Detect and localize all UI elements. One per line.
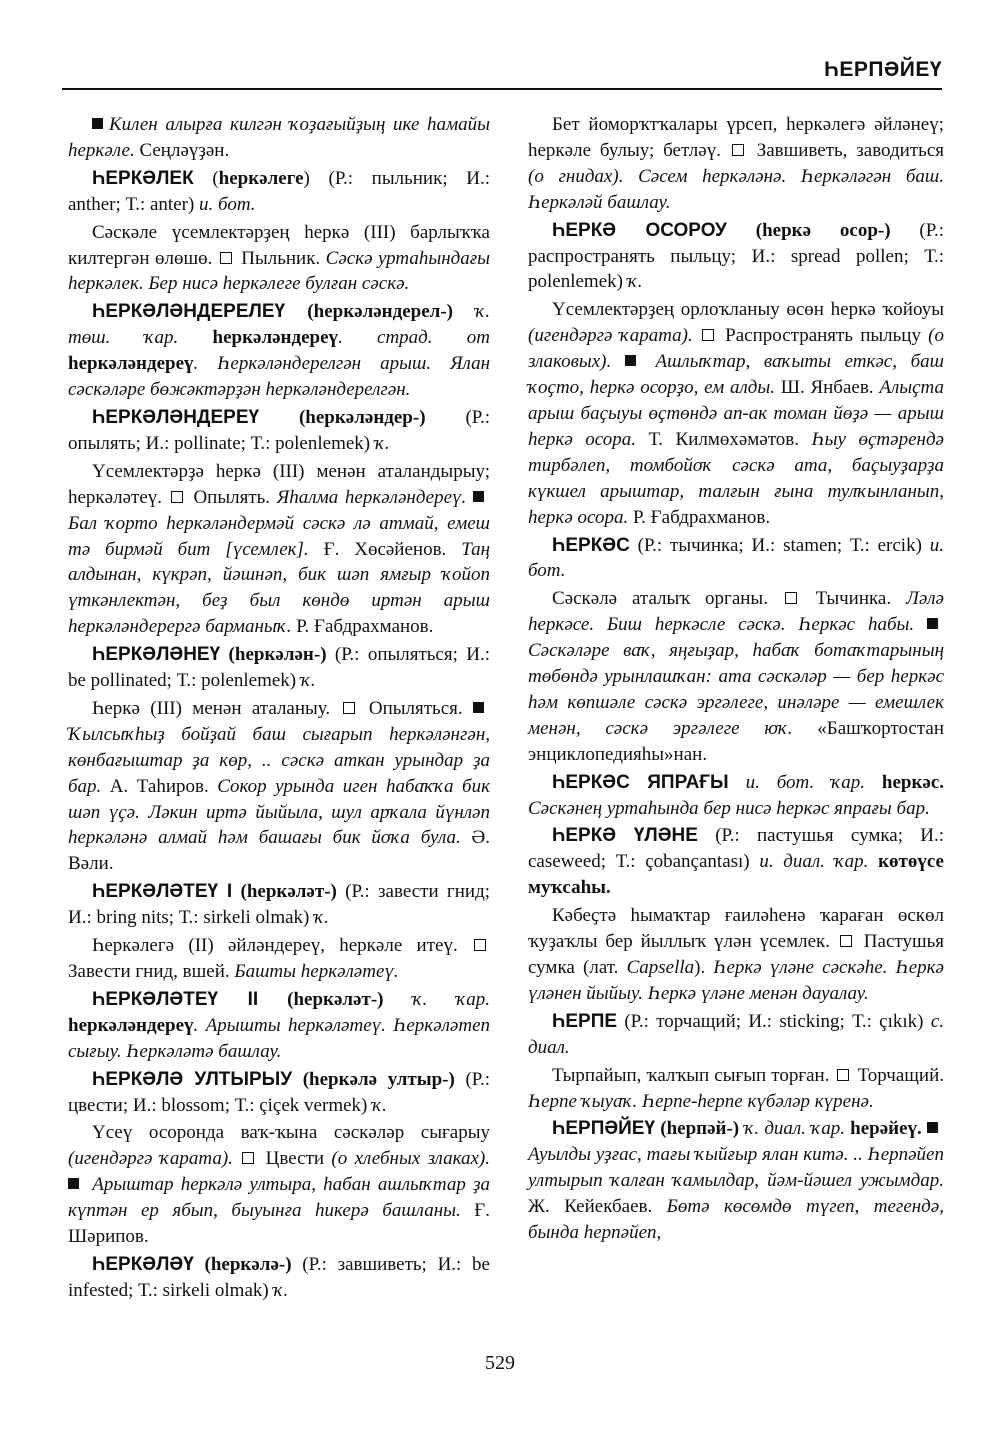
dictionary-entry [68, 1067, 490, 1119]
text-run: Үсеү осоронда ваҡ-ҡына сәскәләр сығарыу [92, 1122, 490, 1144]
text-run: һеркәлеге [218, 167, 304, 189]
text-run: Capsella [626, 957, 695, 978]
translation-marker-icon [220, 252, 232, 264]
translation-marker-icon [840, 935, 852, 947]
text-run: Һеркәлегә (II) әйләндереү, һеркәле итеү. [92, 935, 458, 957]
text-run: Завести гнид, вшей. [68, 961, 235, 982]
headword: ҺЕРПЕ [552, 1010, 618, 1032]
text-run: (о хлебных злаках). [331, 1148, 490, 1170]
text-run: Һеркә (III) менән аталаныу. [92, 697, 331, 719]
text-run: Һерпе ҡыуаҡ. Һерпе-һерпе күбәләр күренә. [528, 1090, 874, 1112]
dictionary-entry [68, 987, 490, 1065]
translation-marker-icon [837, 1069, 849, 1081]
example-marker-icon [473, 491, 484, 502]
text-run: «Башҡортостан энциклопедияһы»нан. [528, 717, 944, 765]
text-run: Бал ҡорто һеркәләндермәй сәскә лә атмай, емеш тә бирмәй бит [үсемлек]. [68, 512, 490, 560]
headword: ҺЕРКӘ ОСОРОУ [552, 219, 727, 241]
entry-definition [528, 112, 944, 216]
text-run: Опылять. [186, 486, 277, 508]
entry-definition [68, 220, 490, 298]
dictionary-entry [528, 823, 944, 901]
translation-marker-icon [702, 329, 714, 341]
text-run: Завшиветь, заводиться [747, 139, 944, 161]
text-run: ҡ. [273, 1279, 289, 1301]
text-run: Ғ. Шәрипов. [68, 1200, 490, 1248]
text-run: ҡ. [374, 432, 390, 454]
text-run: Сәскәле үсемлектәрҙең һеркә (III) барлыҡҡа килтергән өлөшө. [68, 221, 490, 269]
text-run: Үсемлектәрҙә һеркә (III) менән аталандырыу; һеркәләтеү. [68, 460, 490, 508]
text-run: . Һеркәләндерелгән арыш. Ялан сәскәләре бөжәктәрҙән һеркәләндерелгән. [68, 353, 490, 401]
entry-definition [68, 1120, 490, 1250]
text-run: Р. Ғабдрахманов. [291, 616, 434, 638]
text-run: (игендәргә ҡарата). [528, 325, 693, 347]
text-run: Кәбеҫтә һымаҡтар ғаиләһенә ҡараған өскөл ҡуҙаҡлы бер йыллыҡ үлән үсемлек. [528, 905, 944, 953]
text-run: (Р.: опылять; И.: pollinate; Т.: polenlemek) [68, 406, 490, 454]
text-run: (Р.: распространять пыльцу; И.: spread pollen; Т.: polenlemek) [528, 219, 944, 293]
text-run: ҡ. [300, 670, 316, 692]
text-run: Сәскәнең уртаһында бер нисә һеркәс япрағы бар. [528, 797, 930, 819]
text-run: ҡ. [372, 1094, 387, 1116]
text-run: Бөтә көсөмдө түгеп, тегендә, бында һерпәйеп, [528, 1196, 944, 1244]
example-marker-icon [68, 1178, 79, 1189]
headword: ҺЕРКӘС ЯПРАҒЫ [552, 771, 729, 793]
text-run: (Р.: завшиветь; И.: be infested; Т.: sirkeli olmak) [68, 1253, 490, 1301]
text-run: (Р.: торчащий; И.: sticking; Т.: çıkık) [617, 1010, 931, 1032]
text-run: Сеңләүҙән. [134, 139, 230, 161]
headword: ҺЕРКӘЛӘНЕҮ [92, 644, 221, 666]
text-run: (Р.: пастушья сумка; И.: caseweed; Т.: çobançantası) [528, 825, 944, 873]
text-run: Сокор урында иген һабаҡҡа бик шәп үҫә. Ләкин иртә йыйыла, шул арҡала йүнләп һеркәләнә алмай һәм башағы бик йоҡа була. [68, 775, 490, 849]
entry-definition [68, 459, 490, 640]
dictionary-entry [528, 218, 944, 296]
text-run: . страд. от [338, 327, 490, 349]
entry-definition [528, 297, 944, 530]
headword: ҺЕРКӘС [552, 534, 630, 556]
headword: ҺЕРКӘЛЕК [92, 167, 194, 189]
example-marker-icon [625, 355, 636, 366]
text-run: Һыу өҫтәрендә тирбәлеп, томбойоҡ сәскә ата, баҫыуҙарҙа күкшел арыштар, талғын ғына тулҡынланып, һеркә осора. [528, 428, 944, 528]
example-marker-icon [473, 702, 484, 713]
text-run: . Арышты һеркәләтеү. Һеркәләтеп сығыу. Һеркәләтә башлау. [68, 1014, 490, 1062]
text-run: Р. Ғабдрахманов. [628, 506, 771, 528]
text-run: ( [193, 167, 219, 189]
text-run: Торчащий. [852, 1064, 944, 1086]
translation-marker-icon [343, 702, 355, 714]
dictionary-entry [68, 299, 490, 403]
example-marker-icon [927, 618, 938, 629]
entry-definition [68, 696, 490, 877]
entry-definition [528, 1063, 944, 1115]
dictionary-entry [68, 1252, 490, 1304]
text-run: Таң алдынан, күкрәп, йәшнәп, бик шәп ямғыр ҡойоп үткәнлектән, беҙ был көндө иртән арыш һеркәләндерергә барманыҡ. [68, 538, 491, 638]
headword: ҺЕРПӘЙЕҮ [552, 1118, 656, 1140]
entry-definition [68, 933, 490, 985]
left-column [68, 112, 490, 1306]
text-run: һеркәләндереү [212, 327, 339, 349]
entry-definition [528, 903, 944, 1007]
text-run: Пыльник. [235, 247, 326, 269]
text-run: (һеркәлә-) [193, 1253, 292, 1275]
text-run: и. бот. ҡар. [728, 771, 882, 793]
text-run: ). [694, 957, 714, 978]
headword: ҺЕРКӘЛӘ УЛТЫРЫУ [92, 1068, 293, 1090]
text-run: көтөүсе муҡсаһы. [528, 851, 944, 899]
headword: ҺЕРКӘЛӘТЕҮ I [92, 881, 233, 903]
dictionary-entry [68, 405, 490, 457]
text-run: (һеркәләндер-) [259, 406, 426, 428]
text-run: с. диал. [528, 1010, 944, 1058]
text-run: (Р.: тычинка; И.: stamen; Т.: ercik) [629, 534, 930, 556]
page-number: 529 [485, 1352, 515, 1374]
page-header [62, 54, 942, 90]
entry-definition [528, 586, 944, 767]
headword: ҺЕРКӘЛӘТЕҮ II [92, 988, 259, 1010]
text-run: Ғ. Хөсәйенов. [308, 538, 462, 560]
headword: ҺЕРКӘЛӘНДЕРЕҮ [92, 406, 260, 428]
text-run: (һеркә осор-) [726, 219, 891, 241]
text-run: (Р.: опыляться; И.: be pollinated; Т.: polenlemek) [68, 644, 491, 692]
text-run: Ә. Вәли. [68, 827, 490, 875]
dictionary-entry [68, 879, 490, 931]
text-run: Опыляться. [358, 697, 463, 719]
text-run: Пастушья сумка (лат. [528, 931, 944, 978]
dictionary-entry [528, 1116, 944, 1246]
text-run: Һеркә үләне сәскәһе. Һеркә үләнен йыйыу. Һеркә үләне менән дауалау. [528, 957, 944, 1004]
text-run: ҡ. [314, 907, 329, 929]
text-run: Алыҫта арыш баҫыуы өҫтөндә ап-ак томан йөҙә — арыш һеркә осора. [528, 377, 944, 450]
text-run: (һеркәлән-) [220, 644, 327, 666]
text-run: и. бот. [199, 193, 256, 215]
text-run: А. Таһиров. [101, 775, 218, 797]
text-run: (һеркәләт-) [258, 988, 384, 1010]
text-run: һеркәләндереү [68, 1014, 194, 1036]
text-run: ҡ. ҡар. [383, 988, 490, 1010]
headword: ҺЕРКӘЛӘҮ [92, 1253, 194, 1275]
text-run: һерәйеү. [850, 1118, 922, 1140]
translation-marker-icon [242, 1152, 254, 1164]
text-run: Ж. Кейекбаев. [528, 1196, 667, 1218]
text-run: ҡ. диал. ҡар. [739, 1118, 851, 1140]
text-run: (Р.: цвести; И.: blossom; Т.: çiçek vermek) [68, 1068, 490, 1116]
text-run: Тычинка. [800, 588, 906, 610]
translation-marker-icon [171, 491, 183, 503]
dictionary-entry [68, 642, 490, 694]
text-run: (о злаковых). [528, 325, 944, 373]
text-run: һеркәс. [881, 771, 945, 793]
text-run: Үсемлектәрҙең орлоҡланыу өсөн һеркә ҡойоуы [552, 299, 944, 321]
text-run: Ҡылсыҡһыҙ бойҙай баш сығарып һеркәләнгән, көнбағыштар ҙа көр, .. сәскә аткан урындар ҙа бар. [68, 723, 490, 797]
headword: ҺЕРКӘ ҮЛӘНЕ [552, 825, 698, 847]
text-run: Арыштар һеркәлә ултыра, һабан ашлыҡтар ҙа күптән ер ябып, быуынға һикерә башланы. [68, 1174, 490, 1222]
text-run: (һерпәй-) [655, 1118, 740, 1140]
text-run: (һеркәләндерел-) [285, 301, 453, 323]
text-run: Башты һеркәләтеү. [234, 961, 399, 982]
dictionary-entry [68, 166, 490, 218]
text-run: Ауылды уҙғас, тағы ҡыйғыр ялан китә. .. Һерпәйеп ултырып ҡалған ҡамылдар, йәм-йәшел ужымдар. [528, 1144, 944, 1192]
text-run: Ашлыҡтар, ваҡыты еткәс, баш ҡоҫто, һеркә осорҙо, ем алды. [528, 351, 944, 399]
text-run: Ш. Янбаев. [775, 377, 880, 399]
translation-marker-icon [474, 939, 486, 951]
text-run: (Р.: завести гнид; И.: bring nits; Т.: sirkeli olmak) [68, 881, 491, 929]
translation-marker-icon [785, 592, 797, 604]
text-run: Сәскәлә аталыҡ органы. [552, 588, 768, 610]
translation-marker-icon [732, 144, 744, 156]
dictionary-entry [528, 533, 944, 585]
text-run: Тырпайып, ҡалҡып сығып торған. [552, 1064, 830, 1086]
text-run: Сәскәләре ваҡ, яңғыҙар, һабаҡ ботаҡтарының төбөндә урынлашҡан: ата сәскәләр — бер һеркәс һәм көпшәле сәскә эргәлеге, инәләре — емешлек менән, сәскә эргәлеге юҡ. [528, 640, 944, 739]
text-run: һеркәләндереү [68, 353, 194, 375]
text-run: (игендәргә ҡарата). [68, 1148, 233, 1170]
headword: ҺЕРКӘЛӘНДЕРЕЛЕҮ [92, 301, 286, 323]
dictionary-entry [528, 770, 944, 822]
text-run: Распространять пыльцу [717, 325, 929, 347]
text-run: и. бот. [528, 534, 944, 582]
text-run: (һеркәләт-) [232, 881, 337, 903]
text-run: Яһалма һеркәләндереү. [276, 486, 467, 508]
text-run: ҡ. [627, 271, 643, 293]
text-run: Сәскә уртаһындағы һеркәлек. Бер нисә һеркәлеге булған сәскә. [68, 247, 491, 295]
text-run: Ләлә һеркәсе. Биш һеркәсле сәскә. Һеркәс һабы. [528, 588, 944, 636]
entry-continuation [68, 112, 490, 164]
text-run: ) (Р.: пыльник; И.: anther; Т.: anter) [68, 167, 490, 215]
text-run: (о гнидах). Сәсем һеркәләнә. Һеркәләгән баш. Һеркәләй башлау. [528, 165, 944, 213]
text-run: Бет йоморҡтҡалары үрсеп, һеркәлегә әйләнеү; һеркәле булыу; бетләү. [528, 114, 944, 161]
running-head: ҺЕРПӘЙЕҮ [824, 58, 942, 81]
text-run: (һеркәлә ултыр-) [292, 1068, 455, 1090]
text-run: и. диал. ҡар. [759, 851, 879, 873]
example-marker-icon [927, 1122, 938, 1133]
example-marker-icon [92, 118, 103, 129]
dictionary-entry [528, 1009, 944, 1061]
text-run: ҡ. төш. ҡар. [68, 301, 490, 349]
right-column [528, 112, 944, 1248]
text-run: Т. Килмөхәмәтов. [636, 428, 812, 450]
text-run: Цвести [258, 1148, 332, 1170]
text-run: Килен алырға килгән ҡоҙағыйҙың ике һамайы һеркәле. [68, 114, 490, 161]
